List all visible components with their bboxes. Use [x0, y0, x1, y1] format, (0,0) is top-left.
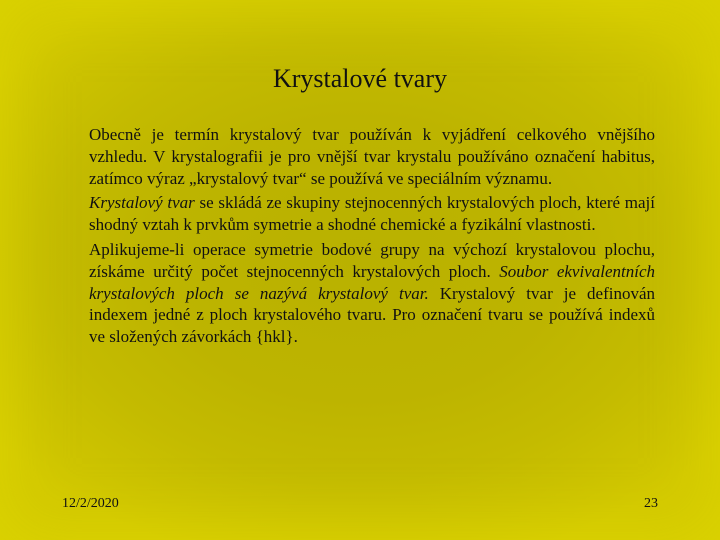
paragraph-2-emphasis: Krystalový tvar: [89, 193, 195, 213]
paragraph-3-text-end: Krystalový tvar je definován indexem jedné z ploch krystalového tvaru. Pro označení tvaru se používá indexů ve složených závorkách {hkl}.: [89, 283, 656, 347]
paragraph-2: [89, 192, 655, 236]
slide-body: [89, 124, 655, 348]
paragraph-3-text-start: Aplikujeme-li operace symetrie bodové grupy na výchozí krystalovou plochu, získáme určitý počet stejnocenných krystalových ploch.: [89, 239, 655, 281]
paragraph-3: [89, 239, 655, 348]
slide-title: Krystalové tvary: [272, 64, 447, 93]
paragraph-1: Obecně je termín krystalový tvar používán k vyjádření celkového vnějšího vzhledu. V krystalografii je pro vnější tvar krystalu používáno označení habitus, zatímco výraz „krystalový tvar“ se používá ve speciálním významu.: [89, 125, 655, 188]
footer-page-number: 23: [644, 496, 658, 511]
paragraph-2-text: se skládá ze skupiny stejnocenných krystalových ploch, které mají shodný vztah k prvkům symetrie a shodné chemické a fyzikální vlastnosti.: [89, 193, 655, 235]
footer-date: 12/2/2020: [62, 496, 119, 511]
paragraph-3-emphasis: Soubor ekvivalentních krystalových ploch se nazývá krystalový tvar.: [89, 261, 655, 303]
